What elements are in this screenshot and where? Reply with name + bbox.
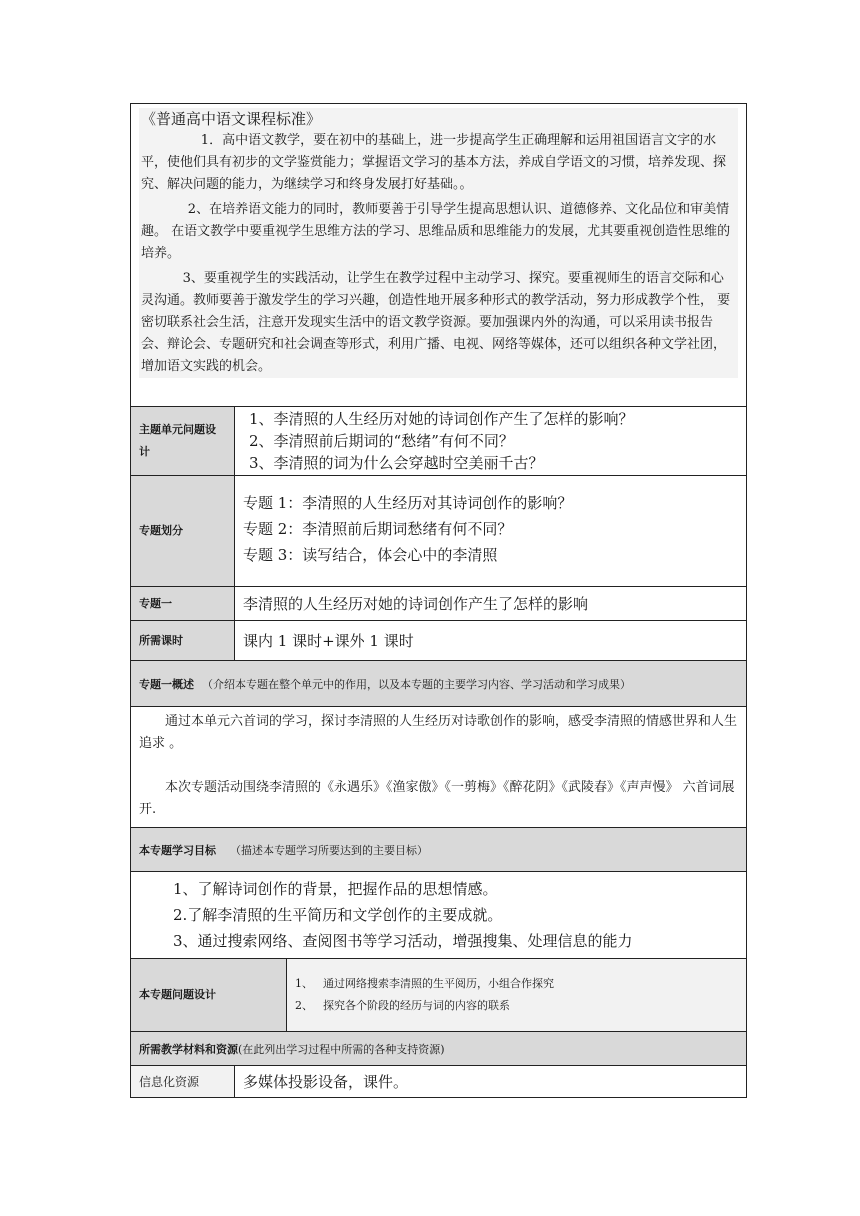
lesson-plan-document (130, 103, 746, 1098)
materials-header (131, 1032, 747, 1066)
problem-item-2 (295, 995, 738, 1017)
standard-paragraph-3: 3、要重视学生的实践活动，让学生在教学过程中主动学习、探究。要重视师生的语言交际和心灵沟通。教师要善于激发学生的学习兴趣，创造性地开展多种形式的教学活动，努力形成教学个性， 要密切联系社会生活，注意开发现实生活中的语文教学资源。要加强课内外的沟通，可以采用读书报告会、辩论会、专题研究和社会调查等形式，利用广播、电视、网络等媒体，还可以组织各种文学社团，增加语文实践的机会。 (141, 271, 731, 374)
overview-cell (131, 707, 747, 828)
overview-paragraph-1: 通过本单元六首词的学习，探讨李清照的人生经历对诗歌创作的影响，感受李清照的情感世界和人生追求 。 (139, 714, 738, 751)
topics-label: 专题划分 (131, 476, 235, 587)
goals-cell (131, 872, 747, 959)
hours-row (131, 621, 747, 661)
goal-item-1: 1、了解诗词创作的背景，把握作品的思想情感。 (173, 880, 498, 898)
info-resource-value: 多媒体投影设备，课件。 (235, 1066, 747, 1098)
unit-questions-label: 主题单元问题设计 (131, 407, 235, 476)
info-resource-row (131, 1066, 747, 1098)
problem-design-row (131, 959, 747, 1032)
materials-note: (在此列出学习过程中所需的各种支持资源) (238, 1042, 445, 1056)
goals-row (131, 872, 747, 959)
problem-item-1 (295, 973, 738, 995)
topic-item-3: 专题 3：读写结合，体会心中的李清照 (243, 546, 498, 564)
standard-title: 《普通高中语文课程标准》 (141, 110, 322, 128)
unit-question-3: 3、李清照的词为什么会穿越时空美丽千古？ (249, 454, 544, 472)
standard-block (139, 108, 738, 378)
materials-label: 所需教学材料和资源 (139, 1042, 238, 1056)
problem-design-label: 本专题问题设计 (131, 959, 287, 1032)
topic-one-value: 李清照的人生经历对她的诗词创作产生了怎样的影响 (235, 587, 747, 621)
topics-cell (235, 476, 747, 587)
info-resource-label: 信息化资源 (131, 1066, 235, 1098)
unit-question-1: 1、李清照的人生经历对她的诗词创作产生了怎样的影响？ (249, 410, 634, 428)
overview-note: （介绍本专题在整个单元中的作用，以及本专题的主要学习内容、学习活动和学习成果） (202, 677, 631, 691)
standard-paragraph-1: 1．高中语文教学，要在初中的基础上，进一步提高学生正确理解和运用祖国语言文字的水平，使他们具有初步的文学鉴赏能力；掌握语文学习的基本方法，养成自学语文的习惯，培养发现、探究、解决问题的能力，为继续学习和终身发展打好基础。。 (141, 133, 727, 192)
standard-cell (131, 104, 747, 407)
standard-row (131, 104, 747, 407)
lesson-plan-table (130, 103, 747, 1098)
goals-label: 本专题学习目标 (139, 843, 216, 857)
goal-item-2: 2.了解李清照的生平简历和文学创作的主要成就。 (173, 906, 503, 924)
topic-one-label: 专题一 (131, 587, 235, 621)
overview-header (131, 661, 747, 707)
problem-design-cell (287, 959, 747, 1032)
overview-paragraph-2: 本次专题活动围绕李清照的《永遇乐》《渔家傲》《一剪梅》《醉花阴》《武陵春》《声声慢》 六首词展开. (139, 780, 735, 817)
goal-item-3: 3、通过搜索网络、查阅图书等学习活动，增强搜集、处理信息的能力 (173, 932, 633, 950)
overview-label: 专题一概述 (139, 677, 194, 691)
topic-item-2: 专题 2：李清照前后期词愁绪有何不同？ (243, 520, 513, 538)
goals-header (131, 828, 747, 872)
materials-header-row (131, 1032, 747, 1066)
topic-one-row (131, 587, 747, 621)
overview-row (131, 707, 747, 828)
problem-item-2-number: 2、 (295, 999, 313, 1012)
hours-label: 所需课时 (131, 621, 235, 661)
overview-header-row (131, 661, 747, 707)
hours-value: 课内 1 课时+课外 1 课时 (235, 621, 747, 661)
topics-row (131, 476, 747, 587)
unit-question-2: 2、李清照前后期词的“愁绪”有何不同？ (249, 432, 514, 450)
goals-note: （描述本专题学习所要达到的主要目标） (230, 843, 428, 857)
goals-header-row (131, 828, 747, 872)
unit-questions-cell (235, 407, 747, 476)
problem-item-2-text: 探究各个阶段的经历与词的内容的联系 (323, 999, 510, 1012)
topic-item-1: 专题 1：李清照的人生经历对其诗词创作的影响？ (243, 494, 573, 512)
problem-item-1-text: 通过网络搜索李清照的生平阅历，小组合作探究 (323, 977, 554, 990)
problem-item-1-number: 1、 (295, 977, 313, 990)
unit-questions-row (131, 407, 747, 476)
standard-paragraph-2: 2、在培养语文能力的同时，教师要善于引导学生提高思想认识、道德修养、文化品位和审美情趣。 在语文教学中要重视学生思维方法的学习、思维品质和思维能力的发展，尤其要重视创造性思维的培养。 (141, 202, 731, 261)
